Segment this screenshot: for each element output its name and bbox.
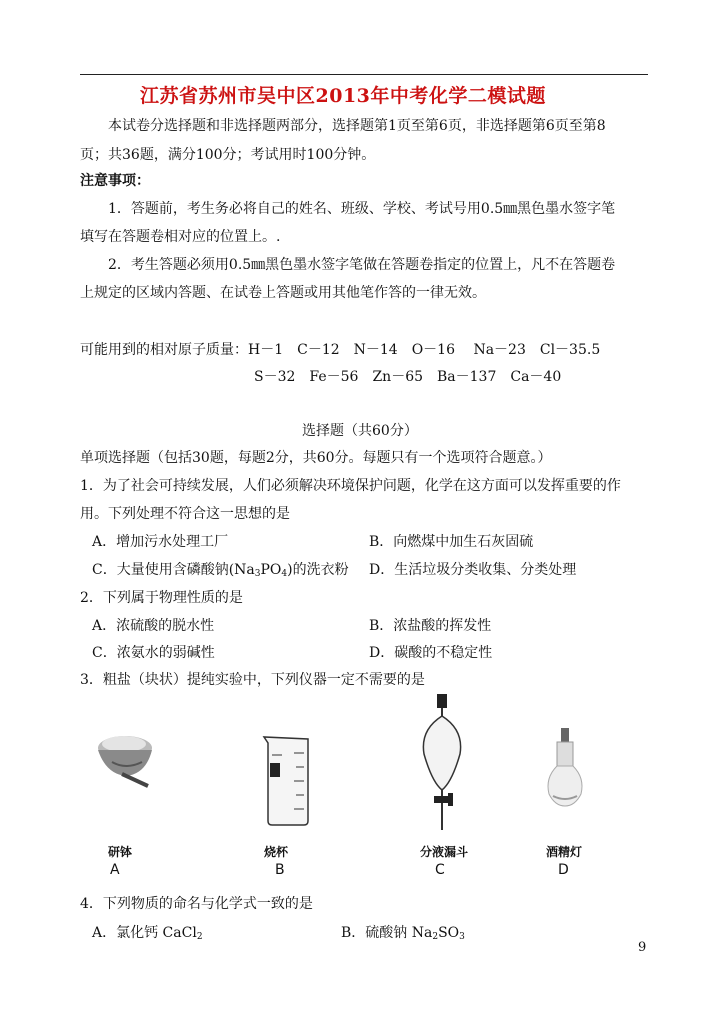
q2-option-d: D．碳酸的不稳定性 <box>369 645 493 661</box>
instrument-d-letter: D <box>558 862 569 878</box>
instrument-b-letter: B <box>275 862 285 878</box>
q1-stem-line-1: 1．为了社会可持续发展，人们必须解决环境保护问题，化学在这方面可以发挥重要的作 <box>80 478 621 494</box>
q4-option-b: B．硫酸钠 $Na_2SO_3$ <box>341 925 465 942</box>
q4-option-a: A．氯化钙 CaCl$_2$ <box>92 925 203 942</box>
alcohol-lamp-icon <box>543 726 593 811</box>
q2-option-b: B．浓盐酸的挥发性 <box>369 618 492 634</box>
atomic-masses-line-1: 可能用到的相对原子质量：H－1 C－12 N－14 O－16 Na－23 Cl－35.5 <box>80 342 601 358</box>
notice-item-2-line-1: 2．考生答题必须用0.5㎜黑色墨水签字笔做在答题卷指定的位置上，凡不在答题卷 <box>108 257 616 273</box>
q4-stem: 4．下列物质的命名与化学式一致的是 <box>80 896 313 912</box>
q2-option-a: A．浓硫酸的脱水性 <box>92 618 215 634</box>
beaker-icon <box>258 733 318 828</box>
q2-stem: 2．下列属于物理性质的是 <box>80 590 243 606</box>
mortar-icon <box>92 728 162 788</box>
q1-option-b: B．向燃煤中加生石灰固硫 <box>369 534 534 550</box>
q1-option-d: D．生活垃圾分类收集、分类处理 <box>369 562 577 578</box>
instrument-b-name: 烧杯 <box>264 845 289 859</box>
page-number: 9 <box>638 940 647 955</box>
instrument-a-name: 研钵 <box>108 845 133 859</box>
page-title: 江苏省苏州市吴中区2013年中考化学二模试题 <box>140 85 546 107</box>
section-instructions: 单项选择题（包括30题，每题2分，共60分。每题只有一个选项符合题意。） <box>80 450 552 466</box>
notice-item-1-line-1: 1．答题前，考生务必将自己的姓名、班级、学校、考试号用0.5㎜黑色墨水签字笔 <box>108 201 616 217</box>
intro-line-1: 本试卷分选择题和非选择题两部分，选择题第1页至第6页，非选择题第6页至第8 <box>108 118 606 134</box>
q3-stem: 3．粗盐（块状）提纯实验中，下列仪器一定不需要的是 <box>80 672 425 688</box>
instrument-c-letter: C <box>435 862 445 878</box>
notice-heading: 注意事项： <box>80 173 150 189</box>
instrument-c-name: 分液漏斗 <box>420 845 469 859</box>
q1-option-c: C．大量使用含磷酸钠$(Na_3PO_4)$的洗衣粉 <box>92 562 349 579</box>
section-title: 选择题（共60分） <box>302 423 418 439</box>
header-rule <box>80 74 648 75</box>
notice-item-2-line-2: 上规定的区域内答题、在试卷上答题或用其他笔作答的一律无效。 <box>80 285 486 301</box>
q2-option-c: C．浓氨水的弱碱性 <box>92 645 215 661</box>
q1-stem-line-2: 用。下列处理不符合这一思想的是 <box>80 506 290 522</box>
intro-line-2: 页；共36题，满分100分；考试用时100分钟。 <box>80 147 376 163</box>
separatory-funnel-icon <box>418 690 468 835</box>
notice-item-1-line-2: 填写在答题卷相对应的位置上。. <box>80 229 281 245</box>
atomic-masses-line-2: S－32 Fe－56 Zn－65 Ba－137 Ca－40 <box>254 369 562 385</box>
instrument-a-letter: A <box>110 862 120 878</box>
q1-option-a: A．增加污水处理工厂 <box>92 534 229 550</box>
instrument-d-name: 酒精灯 <box>546 845 583 859</box>
